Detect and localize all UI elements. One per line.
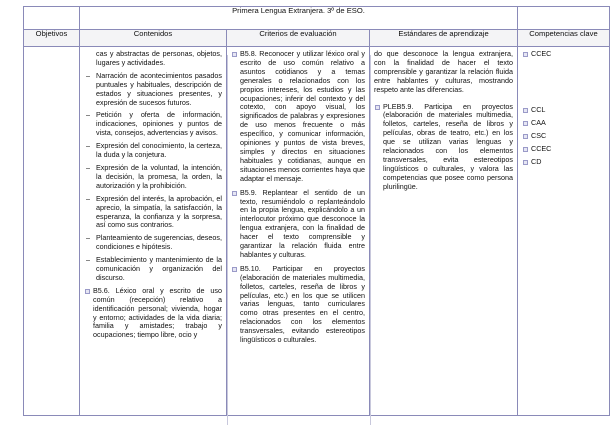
- competencias-group-1: [522, 50, 605, 59]
- column-header-objetivos: Objetivos: [24, 30, 80, 47]
- estandar-continuation: do que desconoce la lengua extranjera, con la finalidad de hacer el texto comprensible y garantizar la relación fluida entre hablantes y culturas, mostrando respeto ante las diferencias.: [374, 49, 513, 94]
- competencia-badge: CD: [522, 158, 605, 167]
- competencia-badge: CCEC: [522, 50, 605, 59]
- header-blank-cell: [24, 7, 80, 30]
- competencia-badge: CAA: [522, 119, 605, 128]
- estandar-pleb59: PLEB5.9. Participa en proyectos (elaboración de materiales multimedia, folletos, carteles, reseña de libros y películas, obras de teatro, etc.) en los que se utilizan varias lenguas y relacionados con los elementos transversales, evita estereotipos lingüísticos o culturales, y valora las competencias que posee como persona plurilingüe.: [374, 103, 513, 192]
- column-header-contenidos: Contenidos: [80, 30, 227, 47]
- list-item: – Narración de acontecimientos pasados puntuales y habituales, descripción de estados y situaciones presentes, y expresión de sucesos futuros.: [84, 72, 222, 108]
- estandares-list: [374, 103, 513, 192]
- criterios-list: [231, 50, 365, 345]
- list-item: – Petición y oferta de información, indicaciones, opiniones y puntos de vista, consejos, advertencias y avisos.: [84, 111, 222, 138]
- estandares-cell: [370, 47, 518, 416]
- list-item: – Establecimiento y mantenimiento de la comunicación y organización del discurso.: [84, 256, 222, 283]
- list-item: – Expresión del interés, la aprobación, el aprecio, la simpatía, la satisfacción, la esperanza, la confianza y la sorpresa, así como sus contrarios.: [84, 195, 222, 231]
- competencia-badge: CCL: [522, 106, 605, 115]
- criterio-b58: B5.8. Reconocer y utilizar léxico oral y escrito de uso común relativo a asuntos cotidianos y a temas generales o relacionados con los propios intereses, los estudios y las ocupaciones; inferir del contexto y del cotexto, con apoyo visual, los significados de palabras y expresiones de uso menos frecuente o más específico, y comunicar información, opiniones y puntos de vista breves, simples y directos en situaciones habituales y cotidianas, aunque en situaciones menos corrientes haya que adaptar el mensaje.: [231, 50, 365, 184]
- column-divider: [227, 55, 228, 425]
- column-header-competencias: Competencias clave: [518, 30, 610, 47]
- contenido-b56: B5.6. Léxico oral y escrito de uso común (recepción) relativo a identificación personal; vivienda, hogar y entorno; actividades de la vida diaria; familia y amistades; trabajo y ocupaciones; tiempo libre, ocio y: [84, 287, 222, 340]
- column-header-estandares: Estándares de aprendizaje: [370, 30, 518, 47]
- contenidos-cell: [80, 47, 227, 416]
- objetivos-cell: [24, 47, 80, 416]
- list-item: – Planteamiento de sugerencias, deseos, condiciones e hipótesis.: [84, 234, 222, 252]
- criterio-b510: B5.10. Participar en proyectos (elaboración de materiales multimedia, folletos, carteles, reseña de libros y películas, etc.) en los que se utilicen varias lenguas, tanto curriculares como otras presentes en el centro, relacionados con los elementos transversales, evitando estereotipos lingüísticos o culturales.: [231, 265, 365, 345]
- criterios-cell: [227, 47, 370, 416]
- contenidos-continuation: cas y abstractas de personas, objetos, lugares y actividades.: [96, 49, 222, 67]
- competencia-badge: CSC: [522, 132, 605, 141]
- competencias-group-2: [522, 106, 605, 167]
- competencias-cell: [518, 47, 610, 416]
- contenidos-b56-list: [84, 287, 222, 340]
- column-divider: [370, 55, 371, 425]
- curriculum-table: [23, 6, 610, 416]
- competencia-badge: CCEC: [522, 145, 605, 154]
- list-item: – Expresión del conocimiento, la certeza, la duda y la conjetura.: [84, 142, 222, 160]
- header-blank-cell-right: [518, 7, 610, 30]
- column-header-criterios: Criterios de evaluación: [227, 30, 370, 47]
- list-item: – Expresión de la voluntad, la intención, la decisión, la promesa, la orden, la autorización y la prohibición.: [84, 164, 222, 191]
- contenidos-list: [84, 72, 222, 283]
- criterio-b59: B5.9. Replantear el sentido de un texto, resumiéndolo o replanteándolo en la propia lengua, explicándolo a un interlocutor próximo que desconoce la lengua extranjera, con la finalidad de hacer el texto comprensible y garantizar la relación fluida entre hablantes y culturas.: [231, 189, 365, 260]
- table-title: Primera Lengua Extranjera. 3º de ESO.: [80, 7, 518, 30]
